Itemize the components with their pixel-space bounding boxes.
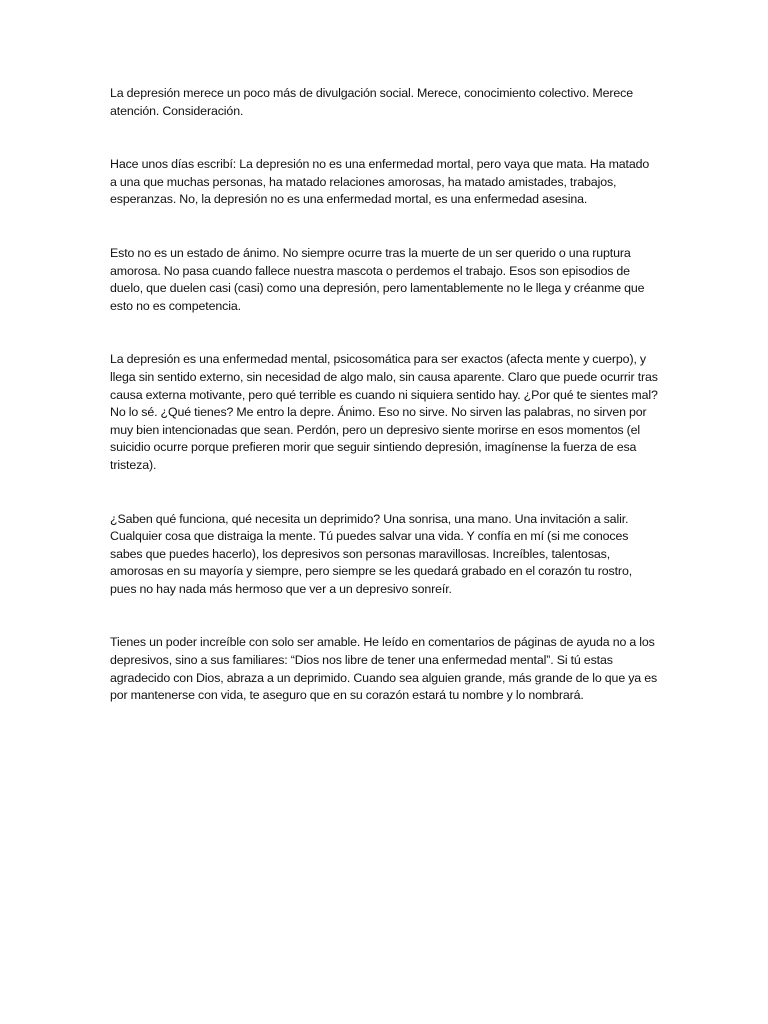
paragraph-6: Tienes un poder increíble con solo ser amable. He leído en comentarios de páginas de ayuda no a los depresivos, sino a sus familiares: “Dios nos libre de tener una enfermedad mental”. Si tú estas agradecido con Dios, abraza a un deprimido. Cuando sea alguien grande, más grande de lo que ya es por mantenerse con vida, te aseguro que en su corazón estará tu nombre y lo nombrará. <box>110 635 658 703</box>
paragraph-3: Esto no es un estado de ánimo. No siempre ocurre tras la muerte de un ser querido o una ruptura amorosa. No pasa cuando fallece nuestra mascota o perdemos el trabajo. Esos son episodios de duelo, que duelen casi (casi) como una depresión, pero lamentablemente no le llega y créanme que esto no es competencia. <box>110 245 645 313</box>
paragraph-1: La depresión merece un poco más de divulgación social. Merece, conocimiento colectivo. Merece atención. Consideración. <box>110 86 633 118</box>
document-body <box>110 85 658 705</box>
paragraph-5: ¿Saben qué funciona, qué necesita un deprimido? Una sonrisa, una mano. Una invitación a salir. Cualquier cosa que distraiga la mente. Tú puedes salvar una vida. Y confía en mí (si me conoces sabes que puedes hacerlo), los depresivos son personas maravillosas. Increíbles, talentosas, amorosas en su mayoría y siempre, pero siempre se les quedará grabado en el corazón tu rostro, pues no hay nada más hermoso que ver a un depresivo sonreír. <box>110 511 633 596</box>
paragraph-2: Hace unos días escribí: La depresión no es una enfermedad mortal, pero vaya que mata. Ha matado a una que muchas personas, ha matado relaciones amorosas, ha matado amistades, trabajos, esperanzas. No, la depresión no es una enfermedad mortal, es una enfermedad asesina. <box>110 157 650 207</box>
paragraph-4: La depresión es una enfermedad mental, psicosomática para ser exactos (afecta mente y cuerpo), y llega sin sentido externo, sin necesidad de algo malo, sin causa aparente. Claro que puede ocurrir tras causa externa motivante, pero qué terrible es cuando ni siquiera sentido hay. ¿Por qué te sientes mal? No lo sé. ¿Qué tienes? Me entro la depre. Ánimo. Eso no sirve. No sirven las palabras, no sirven por muy bien intencionadas que sean. Perdón, pero un depresivo siente morirse en esos momentos (el suicidio ocurre porque prefieren morir que seguir sintiendo depresión, imagínense la fuerza de esa tristeza). <box>110 352 658 472</box>
